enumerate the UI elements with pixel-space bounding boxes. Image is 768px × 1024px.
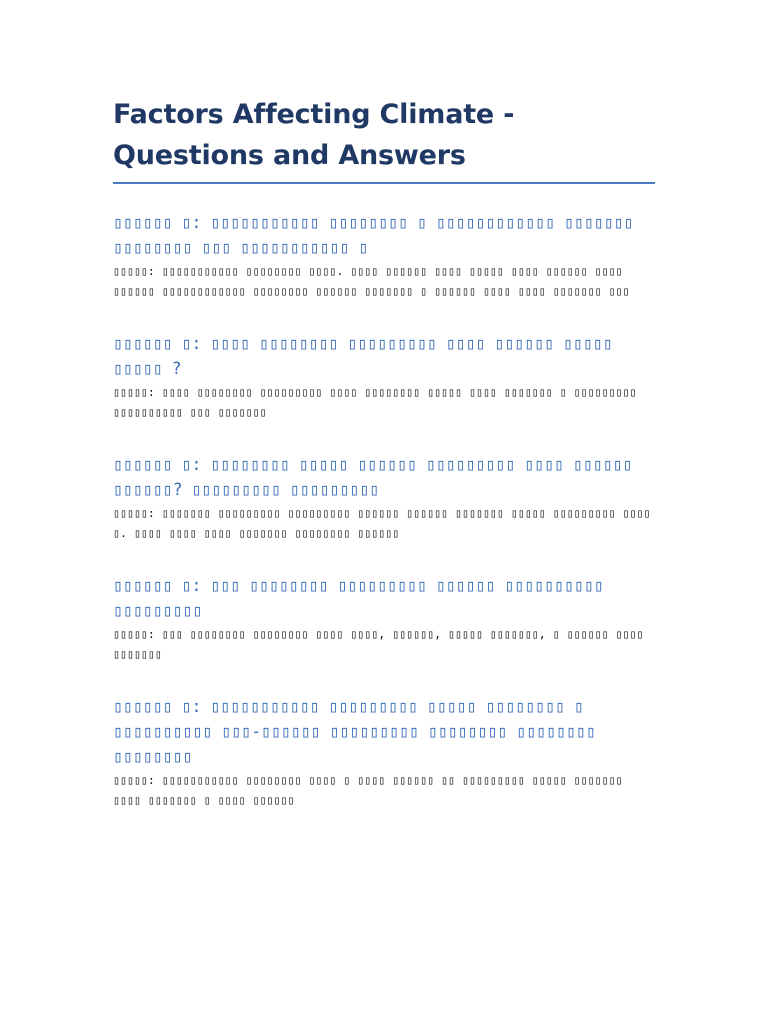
question-heading: ▯▯▯▯▯▯ ▯: ▯▯▯ ▯▯▯▯▯▯▯▯ ▯▯▯▯▯▯▯▯▯ ▯▯▯▯▯▯ ▯▯▯▯▯▯▯▯▯▯ ▯▯▯▯▯▯▯▯▯: [113, 576, 604, 620]
question-heading: ▯▯▯▯▯▯ ▯: ▯▯▯▯ ▯▯▯▯▯▯▯▯ ▯▯▯▯▯▯▯▯▯ ▯▯▯▯ ▯▯▯▯▯▯ ▯▯▯▯▯ ▯▯▯▯▯ ?: [113, 334, 613, 378]
question-heading: ▯▯▯▯▯▯ ▯: ▯▯▯▯▯▯▯▯▯▯▯ ▯▯▯▯▯▯▯▯ ▯ ▯▯▯▯▯▯▯▯▯▯▯▯ ▯▯▯▯▯▯▯ ▯▯▯▯▯▯▯▯ ▯▯▯ ▯▯▯▯▯▯▯▯▯▯▯ ▯: [113, 213, 634, 257]
qa-item: [113, 452, 655, 543]
answer-text: ▯▯▯▯▯: ▯▯▯▯▯▯▯▯▯▯▯ ▯▯▯▯▯▯▯▯ ▯▯▯▯. ▯▯▯▯ ▯▯▯▯▯▯ ▯▯▯▯ ▯▯▯▯▯ ▯▯▯▯ ▯▯▯▯▯▯ ▯▯▯▯ ▯▯▯▯▯▯ ▯▯▯▯▯▯▯▯▯▯▯▯ ▯▯▯▯▯▯▯▯ ▯▯▯▯▯▯ ▯▯▯▯▯▯▯ ▯ ▯▯▯▯▯▯ ▯▯▯▯ ▯▯▯▯ ▯▯▯▯▯▯▯ ▯▯▯: [113, 264, 630, 298]
answer-text: ▯▯▯▯▯: ▯▯▯▯▯▯▯ ▯▯▯▯▯▯▯▯▯ ▯▯▯▯▯▯▯▯▯ ▯▯▯▯▯▯ ▯▯▯▯▯▯ ▯▯▯▯▯▯▯ ▯▯▯▯▯ ▯▯▯▯▯▯▯▯▯ ▯▯▯▯ ▯. ▯▯▯▯ ▯▯▯▯ ▯▯▯▯ ▯▯▯▯▯▯▯ ▯▯▯▯▯▯▯▯ ▯▯▯▯▯▯: [113, 506, 651, 540]
qa-item: [113, 694, 655, 810]
question-heading: ▯▯▯▯▯▯ ▯: ▯▯▯▯▯▯▯▯ ▯▯▯▯▯ ▯▯▯▯▯▯ ▯▯▯▯▯▯▯▯▯ ▯▯▯▯ ▯▯▯▯▯▯ ▯▯▯▯▯▯? ▯▯▯▯▯▯▯▯▯ ▯▯▯▯▯▯▯▯▯: [113, 455, 633, 499]
answer-text: ▯▯▯▯▯: ▯▯▯▯ ▯▯▯▯▯▯▯▯ ▯▯▯▯▯▯▯▯▯ ▯▯▯▯ ▯▯▯▯▯▯▯▯ ▯▯▯▯▯ ▯▯▯▯ ▯▯▯▯▯▯▯ ▯ ▯▯▯▯▯▯▯▯▯ ▯▯▯▯▯▯▯▯▯▯ ▯▯▯ ▯▯▯▯▯▯▯: [113, 385, 637, 419]
qa-item: [113, 210, 655, 301]
qa-item: [113, 331, 655, 422]
qa-list: [113, 210, 655, 810]
answer-text: ▯▯▯▯▯: ▯▯▯ ▯▯▯▯▯▯▯▯ ▯▯▯▯▯▯▯▯ ▯▯▯▯ ▯▯▯▯, ▯▯▯▯▯▯, ▯▯▯▯▯ ▯▯▯▯▯▯▯, ▯ ▯▯▯▯▯▯ ▯▯▯▯ ▯▯▯▯▯▯▯: [113, 627, 644, 661]
question-heading: ▯▯▯▯▯▯ ▯: ▯▯▯▯▯▯▯▯▯▯▯ ▯▯▯▯▯▯▯▯▯ ▯▯▯▯▯ ▯▯▯▯▯▯▯▯ ▯ ▯▯▯▯▯▯▯▯▯▯ ▯▯▯-▯▯▯▯▯▯ ▯▯▯▯▯▯▯▯▯ ▯▯▯▯▯▯▯▯ ▯▯▯▯▯▯▯▯ ▯▯▯▯▯▯▯▯: [113, 697, 596, 766]
document-page: [113, 94, 655, 840]
qa-item: [113, 573, 655, 664]
document-title: Factors Affecting Climate - Questions and Answers: [113, 94, 655, 184]
answer-text: ▯▯▯▯▯: ▯▯▯▯▯▯▯▯▯▯▯ ▯▯▯▯▯▯▯▯ ▯▯▯▯ ▯ ▯▯▯▯ ▯▯▯▯▯▯ ▯▯ ▯▯▯▯▯▯▯▯▯ ▯▯▯▯▯ ▯▯▯▯▯▯▯ ▯▯▯▯ ▯▯▯▯▯▯▯ ▯ ▯▯▯▯ ▯▯▯▯▯▯: [113, 773, 623, 807]
